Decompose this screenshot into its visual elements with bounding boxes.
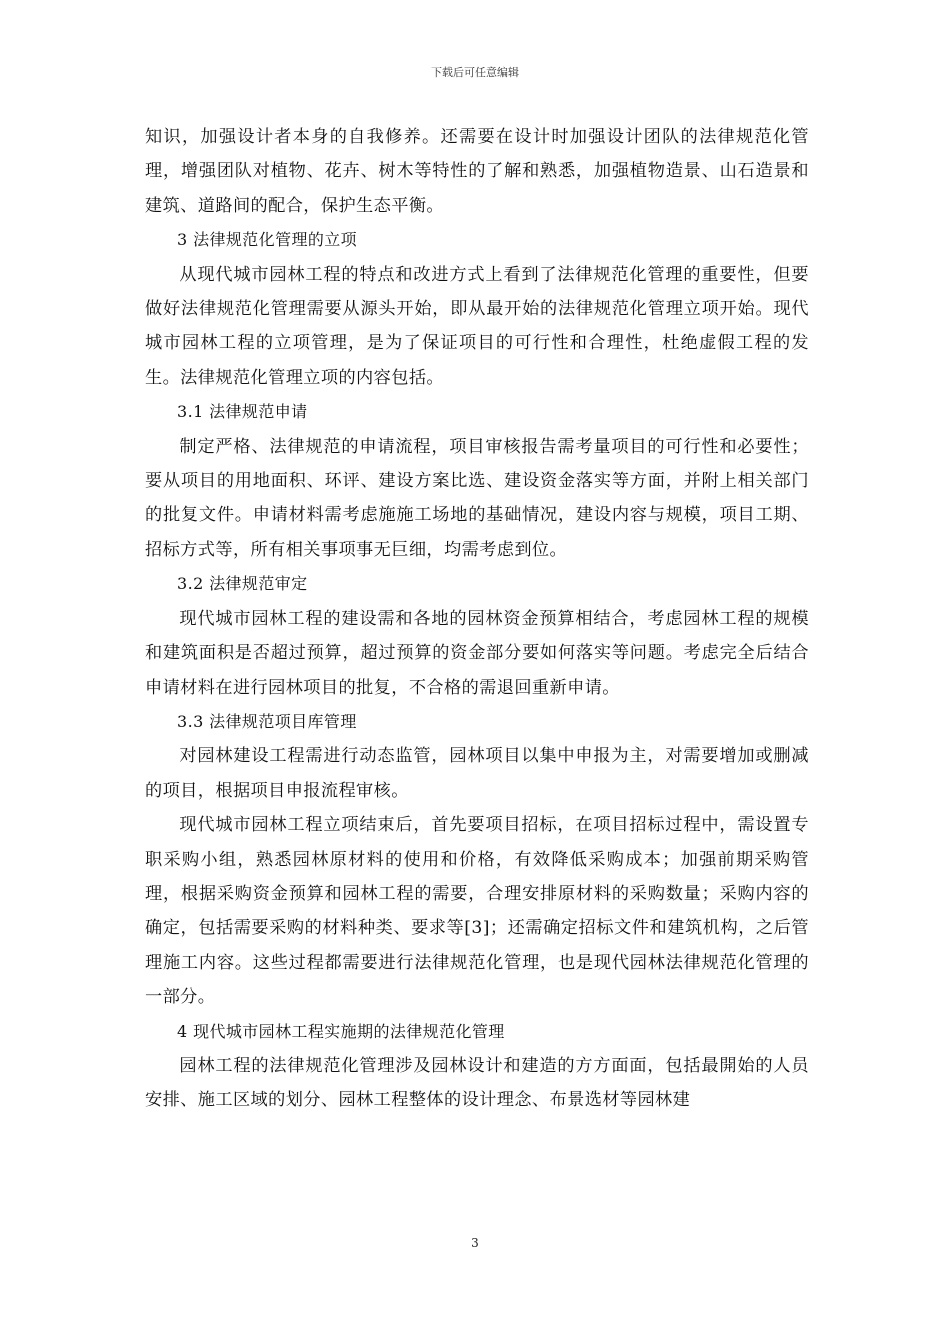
document-body	[145, 120, 809, 1118]
subsection-heading: 3.1 法律规范申请	[177, 402, 308, 422]
section-heading: 3 法律规范化管理的立项	[177, 230, 358, 250]
paragraph: 现代城市园林工程立项结束后，首先要项目招标，在项目招标过程中，需设置专职采购小组，熟悉园林原材料的使用和价格，有效降低采购成本；加强前期采购管理，根据采购资金预算和园林工程的需要，合理安排原材料的采购数量；采购内容的确定，包括需要采购的材料种类、要求等[3]；还需确定招标文件和建筑机构，之后管理施工内容。这些过程都需要进行法律规范化管理，也是现代园林法律规范化管理的一部分。	[145, 815, 809, 1008]
subsection-heading: 3.3 法律规范项目库管理	[177, 711, 357, 731]
page-number: 3	[471, 1236, 479, 1250]
page-header: 下载后可任意编辑	[431, 66, 519, 79]
subsection-heading: 3.2 法律规范审定	[177, 574, 308, 594]
paragraph: 制定严格、法律规范的申请流程，项目审核报告需考量项目的可行性和必要性；要从项目的用地面积、环评、建设方案比选、建设资金落实等方面，并附上相关部门的批复文件。申请材料需考虑施施工场地的基础情况，建设内容与规模，项目工期、招标方式等，所有相关事项事无巨细，均需考虑到位。	[145, 436, 809, 560]
paragraph: 现代城市园林工程的建设需和各地的园林资金预算相结合，考虑园林工程的规模和建筑面积是否超过预算，超过预算的资金部分要如何落实等问题。考虑完全后结合申请材料在进行园林项目的批复，不合格的需退回重新申请。	[145, 608, 809, 698]
section-heading: 4 现代城市园林工程实施期的法律规范化管理	[177, 1021, 505, 1041]
paragraph: 园林工程的法律规范化管理涉及园林设计和建造的方方面面，包括最開始的人员安排、施工区域的划分、园林工程整体的设计理念、布景选材等园林建	[145, 1055, 809, 1111]
paragraph: 对园林建设工程需进行动态监管，园林项目以集中申报为主，对需要增加或删减的项目，根据项目申报流程审核。	[145, 746, 809, 801]
paragraph: 知识，加强设计者本身的自我修养。还需要在设计时加强设计团队的法律规范化管理，增强团队对植物、花卉、树木等特性的了解和熟悉，加强植物造景、山石造景和建筑、道路间的配合，保护生态平衡。	[145, 127, 809, 216]
paragraph: 从现代城市园林工程的特点和改进方式上看到了法律规范化管理的重要性，但要做好法律规范化管理需要从源头开始，即从最开始的法律规范化管理立项开始。现代城市园林工程的立项管理，是为了保证项目的可行性和合理性，杜绝虚假工程的发生。法律规范化管理立项的内容包括。	[145, 264, 809, 388]
